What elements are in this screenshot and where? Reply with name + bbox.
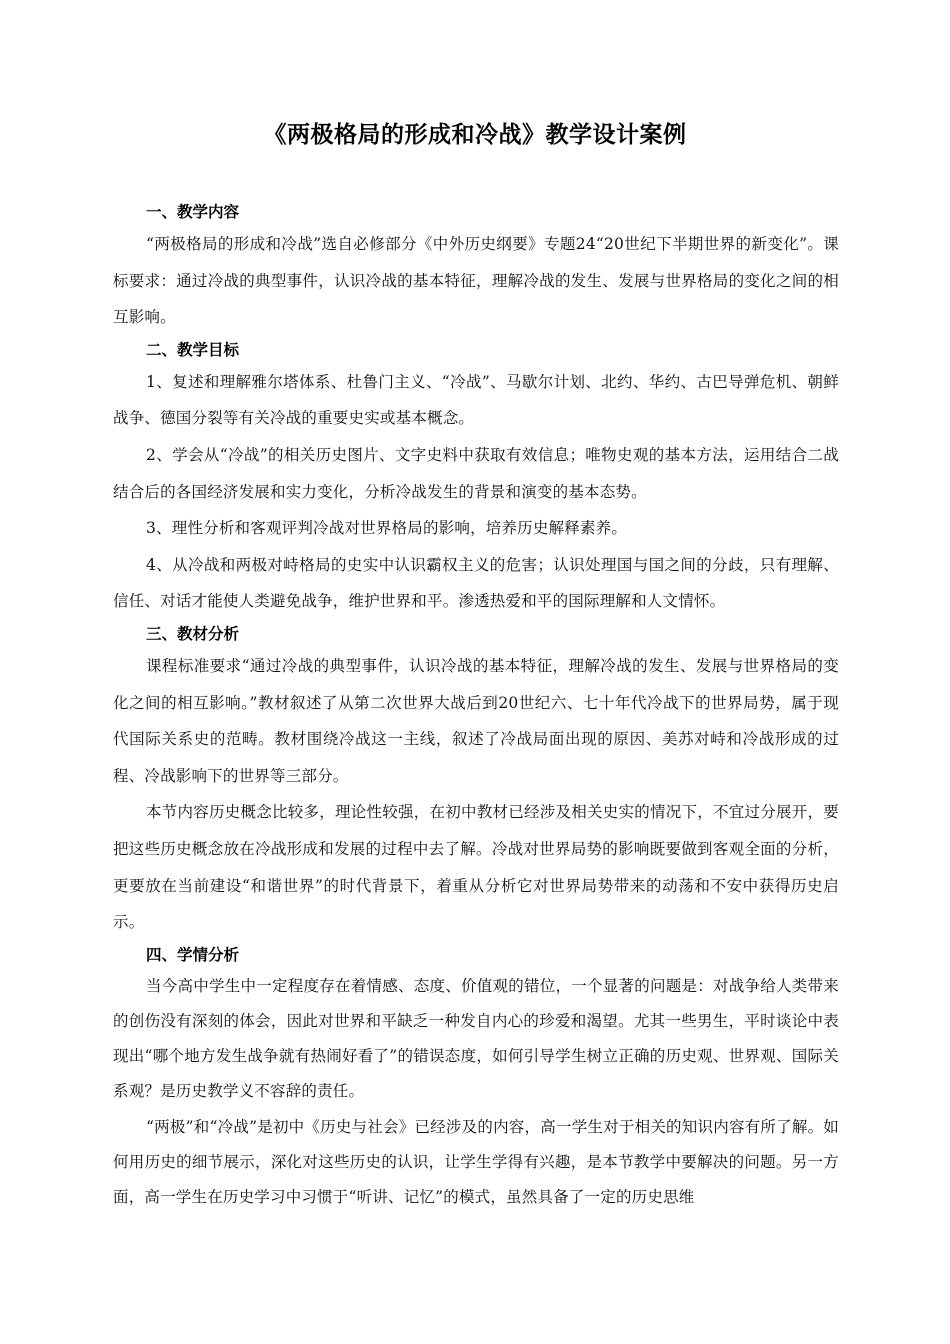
section-textbook-analysis [113,620,839,941]
section-heading: 三、教材分析 [146,624,240,643]
paragraph: “两极”和“冷战”是初中《历史与社会》已经涉及的内容，高一学生对于相关的知识内容有所了解。如何用历史的细节展示，深化对这些历史的认识，让学生学得有兴趣，是本节教学中要解决的问题。另一方面，高一学生在历史学习中习惯于“听讲、记忆”的模式，虽然具备了一定的历史思维 [113,1117,839,1206]
document-body [113,198,839,1215]
section-heading: 二、教学目标 [146,340,240,359]
section-teaching-content [113,198,839,336]
paragraph: 当今高中学生中一定程度存在着情感、态度、价值观的错位，一个显著的问题是：对战争给人类带来的创伤没有深刻的体会，因此对世界和平缺乏一种发自内心的珍爱和渴望。尤其一些男生，平时谈论中表现出“哪个地方发生战争就有热闹好看了”的错误态度，如何引导学生树立正确的历史观、世界观、国际关系观？是历史教学义不容辞的责任。 [113,976,839,1101]
paragraph: 3、理性分析和客观评判冷战对世界格局的影响，培养历史解释素养。 [146,519,628,538]
page-title: 《两极格局的形成和冷战》教学设计案例 [263,122,687,148]
section-teaching-goals [113,336,839,620]
paragraph: 2、学会从“冷战”的相关历史图片、文字史料中获取有效信息；唯物史观的基本方法，运用结合二战结合后的各国经济发展和实力变化，分析冷战发生的背景和演变的基本态势。 [113,445,839,501]
section-heading: 一、教学内容 [146,203,240,221]
paragraph: 1、复述和理解雅尔塔体系、杜鲁门主义、“冷战”、马歇尔计划、北约、华约、古巴导弹危机、朝鲜战争、德国分裂等有关冷战的重要史实或基本概念。 [113,372,839,428]
paragraph: 课程标准要求“通过冷战的典型事件，认识冷战的基本特征，理解冷战的发生、发展与世界格局的变化之间的相互影响。”教材叙述了从第二次世界大战后到20世纪六、七十年代冷战下的世界局势，属于现代国际关系史的范畴。教材围绕冷战这一主线，叙述了冷战局面出现的原因、美苏对峙和冷战形成的过程、冷战影响下的世界等三部分。 [113,656,839,785]
paragraph: 本节内容历史概念比较多，理论性较强，在初中教材已经涉及相关史实的情况下，不宜过分展开，要把这些历史概念放在冷战形成和发展的过程中去了解。冷战对世界局势的影响既要做到客观全面的分析，更要放在当前建设“和谐世界”的时代背景下，着重从分析它对世界局势带来的动荡和不安中获得历史启示。 [113,803,839,932]
section-student-analysis [113,941,839,1215]
section-heading: 四、学情分析 [146,945,240,964]
paragraph: “两极格局的形成和冷战”选自必修部分《中外历史纲要》专题24“20世纪下半期世界的新变化”。课标要求：通过冷战的典型事件，认识冷战的基本特征，理解冷战的发生、发展与世界格局的变化之间的相互影响。 [113,235,839,327]
paragraph: 4、从冷战和两极对峙格局的史实中认识霸权主义的危害；认识处理国与国之间的分歧，只有理解、信任、对话才能使人类避免战争，维护世界和平。渗透热爱和平的国际理解和人文情怀。 [113,555,839,611]
